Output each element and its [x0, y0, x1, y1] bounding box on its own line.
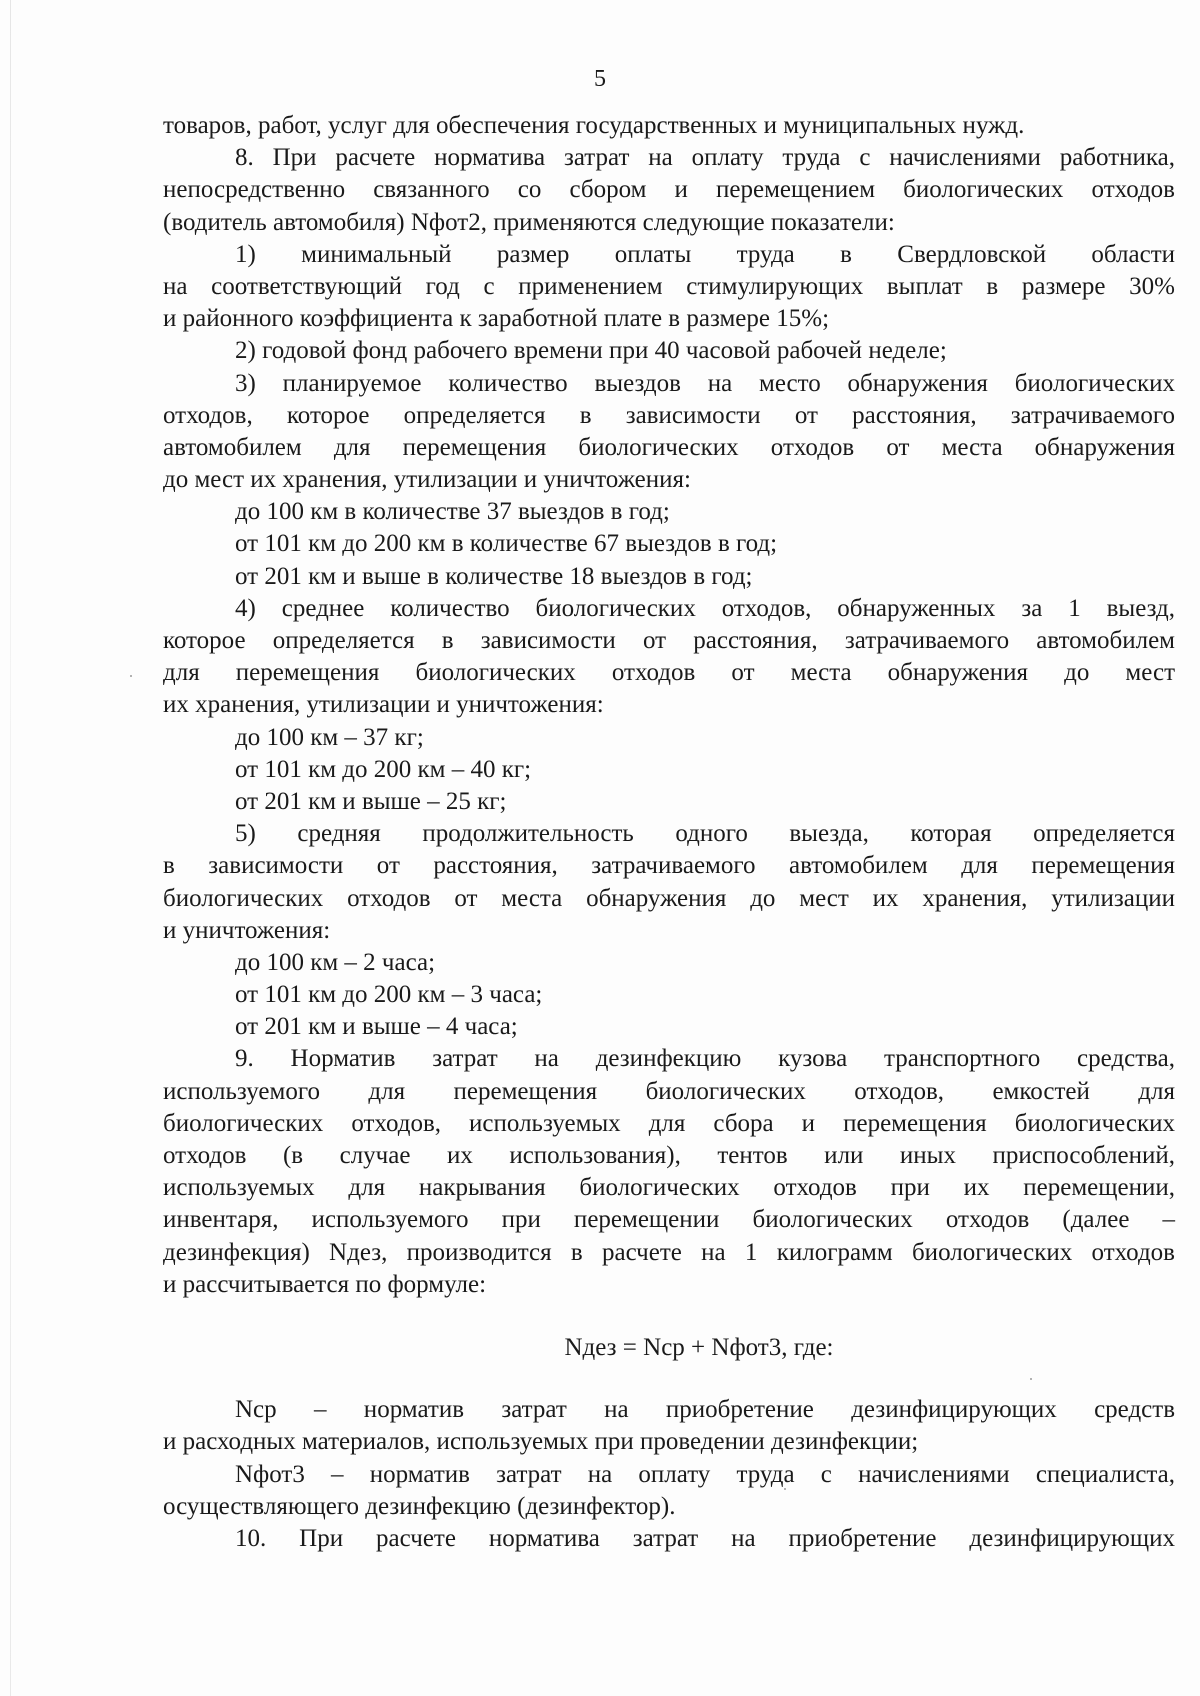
- text-line: до 100 км в количестве 37 выездов в год;: [235, 498, 670, 526]
- text-line: от 201 км и выше в количестве 18 выездов в год;: [235, 562, 753, 590]
- text-line: 1) минимальный размер оплаты труда в Свердловской области: [235, 240, 1175, 268]
- scan-speck: [1030, 1378, 1032, 1380]
- scan-speck: [784, 1488, 786, 1490]
- text-line: до мест их хранения, утилизации и уничтожения:: [163, 466, 691, 494]
- text-line: непосредственно связанного со сбором и перемещением биологических отходов: [163, 176, 1175, 204]
- text-line: от 101 км до 200 км – 40 кг;: [235, 755, 532, 783]
- text-line: 4) среднее количество биологических отходов, обнаруженных за 1 выезд,: [235, 594, 1175, 622]
- text-line: от 201 км и выше – 25 кг;: [235, 787, 507, 815]
- text-line: которое определяется в зависимости от расстояния, затрачиваемого автомобилем: [163, 627, 1175, 654]
- text-line: 2) годовой фонд рабочего времени при 40 часовой рабочей неделе;: [235, 337, 947, 365]
- text-line: и расходных материалов, используемых при проведении дезинфекции;: [163, 1428, 919, 1456]
- text-line: от 201 км и выше – 4 часа;: [235, 1013, 518, 1041]
- text-line: инвентаря, используемого при перемещении биологических отходов (далее –: [163, 1206, 1175, 1234]
- body-lines-before-formula: [163, 110, 1175, 1301]
- text-line: 3) планируемое количество выездов на место обнаружения биологических: [235, 369, 1175, 397]
- text-line: их хранения, утилизации и уничтожения:: [163, 691, 604, 719]
- text-line: и районного коэффициента к заработной плате в размере 15%;: [163, 305, 830, 333]
- text-line: для перемещения биологических отходов от места обнаружения до мест: [163, 659, 1175, 687]
- body-lines-after-formula: [163, 1394, 1175, 1555]
- text-line: 10. При расчете норматива затрат на приобретение дезинфицирующих: [235, 1524, 1175, 1552]
- text-line: биологических отходов от места обнаружения до мест их хранения, утилизации: [163, 884, 1175, 912]
- text-line: от 101 км до 200 км – 3 часа;: [235, 981, 543, 1009]
- text-line: Nср – норматив затрат на приобретение дезинфицирующих средств: [235, 1396, 1175, 1424]
- text-line: 9. Норматив затрат на дезинфекцию кузова транспортного средства,: [235, 1045, 1175, 1073]
- document-body: [163, 110, 1175, 1555]
- text-line: от 101 км до 200 км в количестве 67 выездов в год;: [235, 530, 778, 558]
- scan-speck: [130, 675, 132, 677]
- text-line: (водитель автомобиля) Nфот2, применяются следующие показатели:: [163, 208, 895, 236]
- text-line: и уничтожения:: [163, 916, 331, 944]
- text-line: до 100 км – 2 часа;: [235, 948, 436, 976]
- text-line: и рассчитывается по формуле:: [163, 1270, 487, 1298]
- text-line: 8. При расчете норматива затрат на оплату труда с начислениями работника,: [235, 144, 1175, 172]
- text-line: товаров, работ, услуг для обеспечения государственных и муниципальных нужд.: [163, 112, 1025, 139]
- text-line: используемого для перемещения биологических отходов, емкостей для: [163, 1077, 1175, 1105]
- text-line: отходов (в случае их использования), тентов или иных приспособлений,: [163, 1142, 1175, 1169]
- page-number: 5: [594, 66, 606, 92]
- text-line: используемых для накрывания биологических отходов при их перемещении,: [163, 1174, 1175, 1202]
- text-line: Nфот3 – норматив затрат на оплату труда с начислениями специалиста,: [235, 1460, 1175, 1488]
- text-line: 5) средняя продолжительность одного выезда, которая определяется: [235, 820, 1175, 848]
- text-line: отходов, которое определяется в зависимости от расстояния, затрачиваемого: [163, 401, 1175, 429]
- text-line: дезинфекция) Nдез, производится в расчете на 1 килограмм биологических отходов: [163, 1238, 1175, 1266]
- text-line: до 100 км – 37 кг;: [235, 723, 424, 751]
- text-line: на соответствующий год с применением стимулирующих выплат в размере 30%: [163, 272, 1175, 300]
- text-line: осуществляющего дезинфекцию (дезинфектор).: [163, 1492, 676, 1520]
- text-line: автомобилем для перемещения биологических отходов от места обнаружения: [163, 433, 1175, 461]
- text-line: биологических отходов, используемых для сбора и перемещения биологических: [163, 1109, 1175, 1137]
- text-line: в зависимости от расстояния, затрачиваемого автомобилем для перемещения: [163, 852, 1175, 880]
- scan-edge-line: [10, 0, 11, 1696]
- formula: Nдез = Nср + Nфот3, где:: [564, 1333, 834, 1361]
